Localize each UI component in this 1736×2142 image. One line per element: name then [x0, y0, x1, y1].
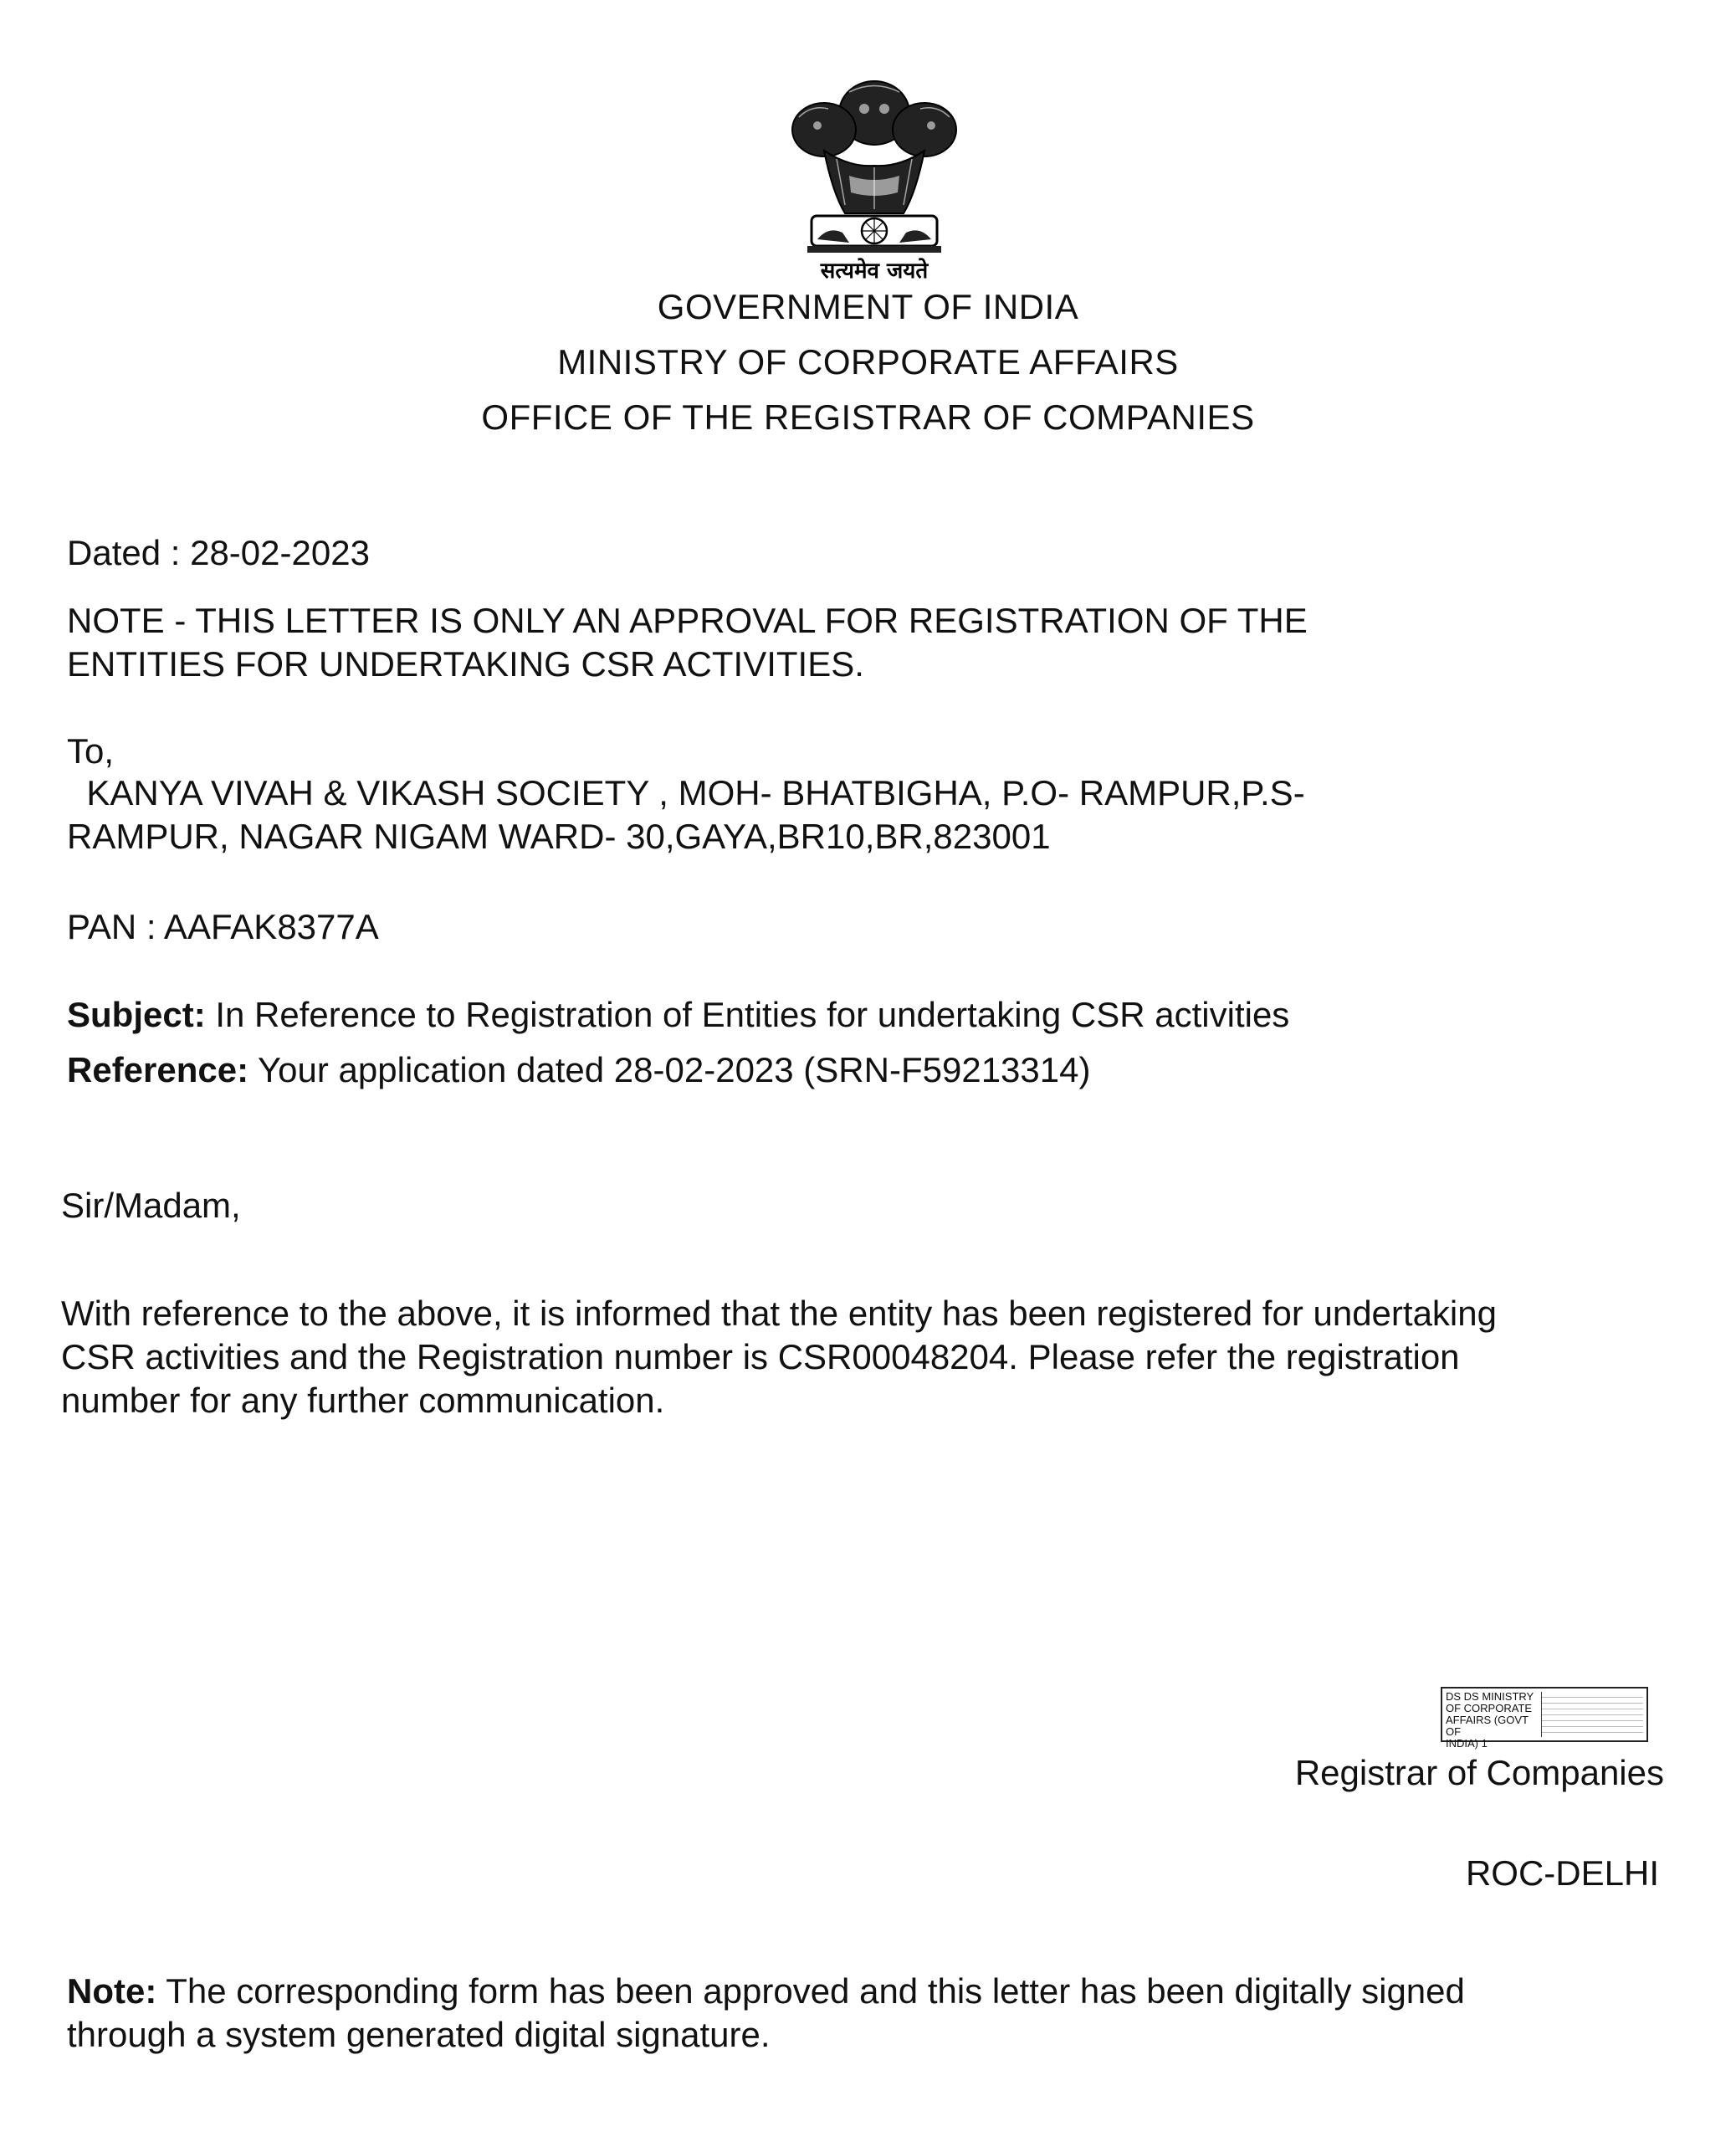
- pan-line: PAN : AAFAK8377A: [67, 907, 379, 946]
- header-government: GOVERNMENT OF INDIA: [657, 287, 1079, 326]
- reference-line: [67, 1048, 1090, 1092]
- signature-stamp-text: DS DS MINISTRY OF CORPORATE AFFAIRS (GOVT OF INDIA) 1: [1446, 1690, 1534, 1750]
- office-code: ROC-DELHI: [1465, 1853, 1659, 1893]
- salutation: Sir/Madam,: [61, 1186, 241, 1225]
- footer-note-label: Note:: [67, 1971, 157, 2011]
- signatory: Registrar of Companies: [1294, 1753, 1664, 1792]
- to-line: To,: [67, 731, 115, 771]
- subject-line: [67, 993, 1289, 1037]
- body-paragraph: With reference to the above, it is informed that the entity has been registered for undertaking CSR activities and the Registration number is CSR00048204. Please refer the registration number for any further communication.: [61, 1294, 1497, 1420]
- ashoka-lion-capital-icon: [766, 67, 983, 284]
- reference-label: Reference:: [67, 1050, 249, 1089]
- footer-note: [67, 1970, 1465, 2057]
- emblem-motto: सत्यमेव जयते: [820, 259, 929, 284]
- footer-note-text: The corresponding form has been approved and this letter has been digitally signed through a system generated digital signature.: [67, 1971, 1465, 2054]
- signature-fine-print: [1541, 1692, 1643, 1737]
- digital-signature-stamp: [1441, 1687, 1648, 1750]
- subject-text: In Reference to Registration of Entities for undertaking CSR activities: [205, 995, 1290, 1034]
- header-office: OFFICE OF THE REGISTRAR OF COMPANIES: [481, 397, 1255, 437]
- header-ministry: MINISTRY OF CORPORATE AFFAIRS: [557, 342, 1179, 382]
- reference-text: Your application dated 28-02-2023 (SRN-F59213314): [248, 1050, 1091, 1089]
- note-top: NOTE - THIS LETTER IS ONLY AN APPROVAL FOR REGISTRATION OF THE ENTITIES FOR UNDERTAKING CSR ACTIVITIES.: [67, 601, 1308, 684]
- subject-label: Subject:: [67, 995, 206, 1034]
- dated-line: Dated : 28-02-2023: [67, 533, 370, 572]
- address: KANYA VIVAH & VIKASH SOCIETY , MOH- BHATBIGHA, P.O- RAMPUR,P.S- RAMPUR, NAGAR NIGAM WARD- 30,GAYA,BR10,BR,823001: [67, 773, 1305, 856]
